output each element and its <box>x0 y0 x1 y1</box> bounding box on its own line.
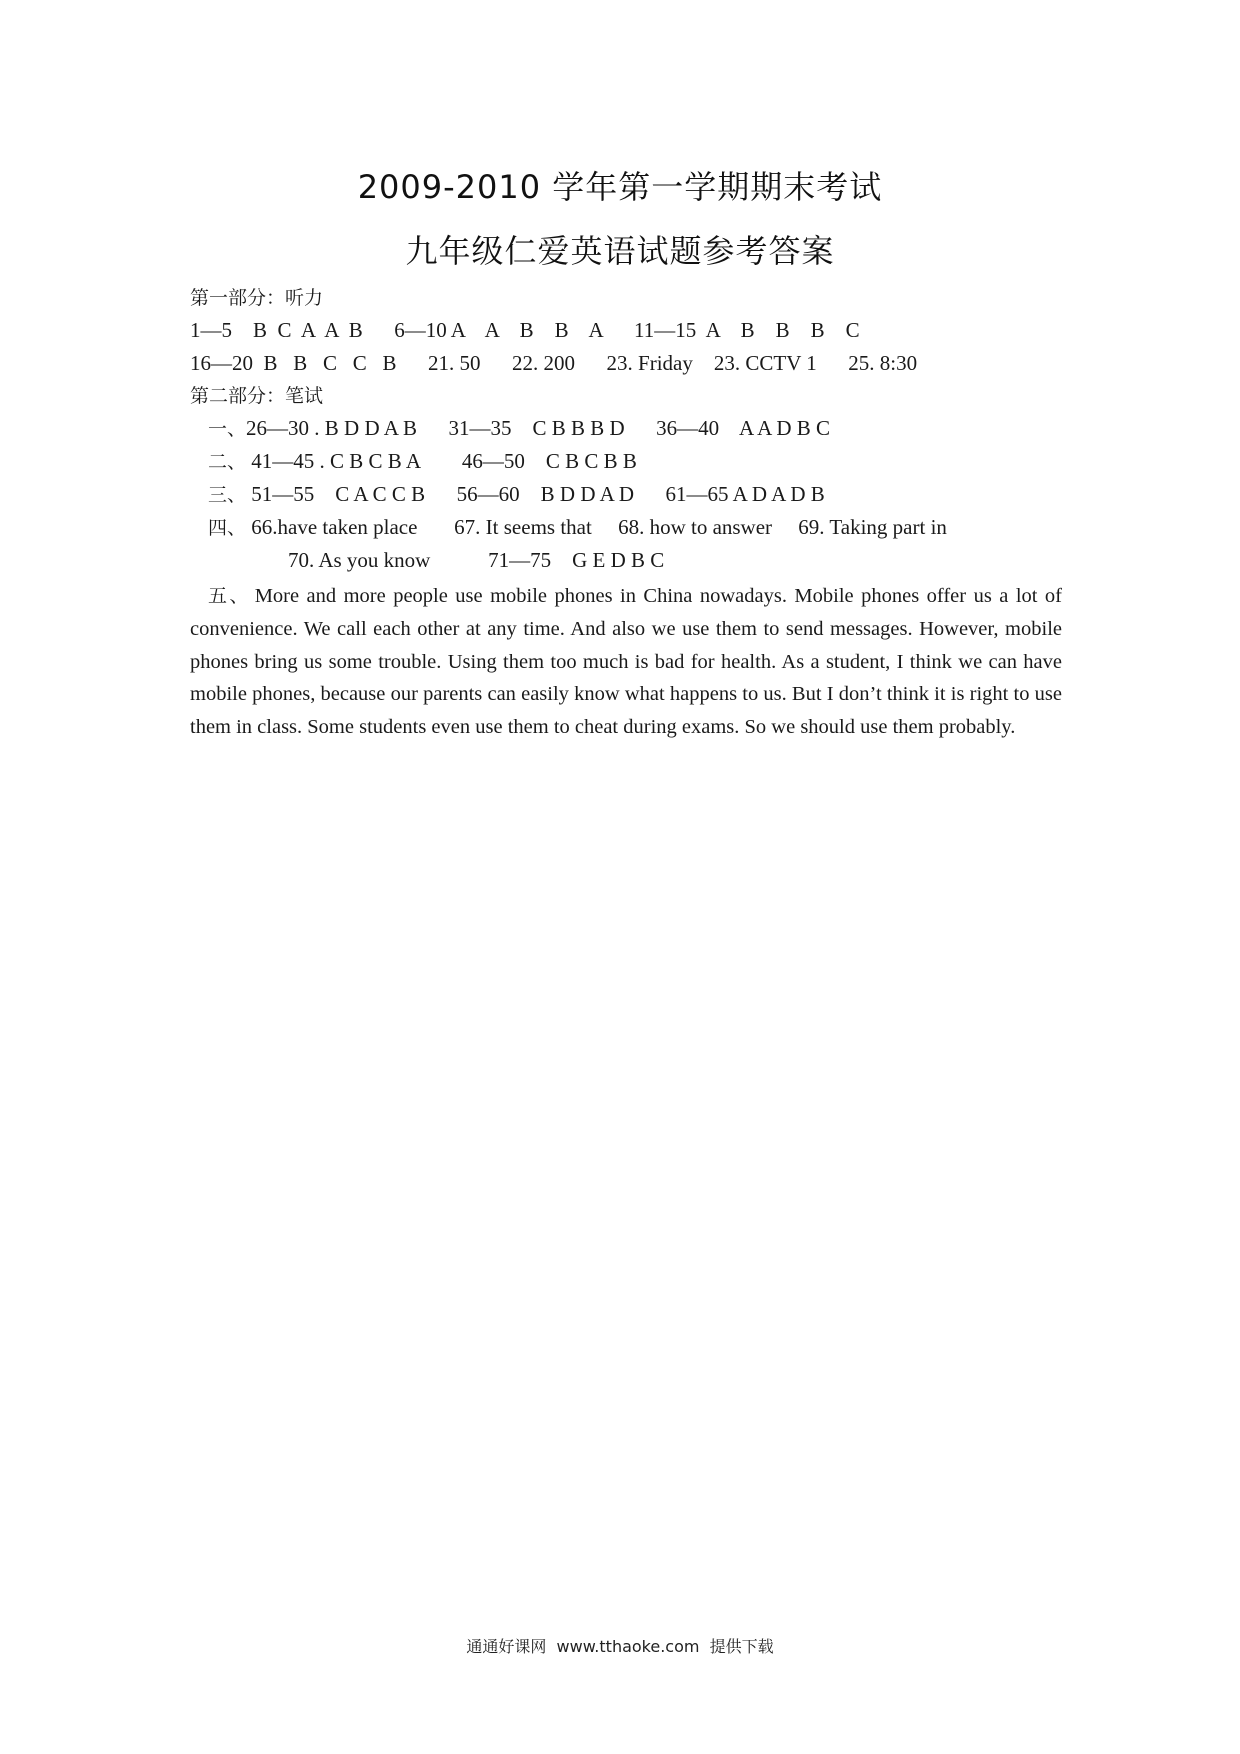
section-5-essay <box>190 580 1062 744</box>
section-4-label: 四、 <box>208 517 247 539</box>
section-1-text: 26—30 . B D D A B 31—35 C B B B D 36—40 A A D B C <box>246 416 831 440</box>
section-4-answers-cont: 70. As you know 71—75 G E D B C <box>288 548 665 572</box>
essay-text: More and more people use mobile phones in China nowadays. Mobile phones offer us a lot of convenience. We call each other at any time. And also we use them to send messages. However, mobile phones bring us some trouble. Using them too much is bad for health. As a student, I think we can have mobile phones, because our parents can easily know what happens to us. But I don’t think it is right to use them in class. Some students even use them to cheat during exams. So we should use them probably. <box>190 585 1062 739</box>
listening-answers-row2: 16—20 B B C C B 21. 50 22. 200 23. Friday 23. CCTV 1 25. 8:30 <box>190 351 918 375</box>
page-title: 2009-2010 学年第一学期期末考试 <box>357 168 883 206</box>
section-1-label: 一、 <box>208 418 247 440</box>
listening-answers-row1: 1—5 B C A A B 6—10 A A B B A 11—15 A B B B C <box>190 318 860 342</box>
section-3-label: 三、 <box>208 484 247 506</box>
section-3-answers <box>208 480 825 509</box>
footer-source: 通通好课网 www.tthaoke.com 提供下载 <box>466 1637 774 1656</box>
section-3-text: 51—55 C A C C B 56—60 B D D A D 61—65 A D A D B <box>246 482 825 506</box>
section-2-answers <box>208 447 637 476</box>
section-4-answers <box>208 513 947 542</box>
section-1-answers <box>208 414 830 443</box>
part2-heading: 第二部分：笔试 <box>190 385 324 407</box>
part1-heading: 第一部分：听力 <box>190 287 324 309</box>
section-5-label: 五、 <box>208 585 251 607</box>
page-subtitle: 九年级仁爱英语试题参考答案 <box>405 232 835 270</box>
section-4-text: 66.have taken place 67. It seems that 68. how to answer 69. Taking part in <box>246 515 947 539</box>
section-2-text: 41—45 . C B C B A 46—50 C B C B B <box>246 449 637 473</box>
section-2-label: 二、 <box>208 451 247 473</box>
